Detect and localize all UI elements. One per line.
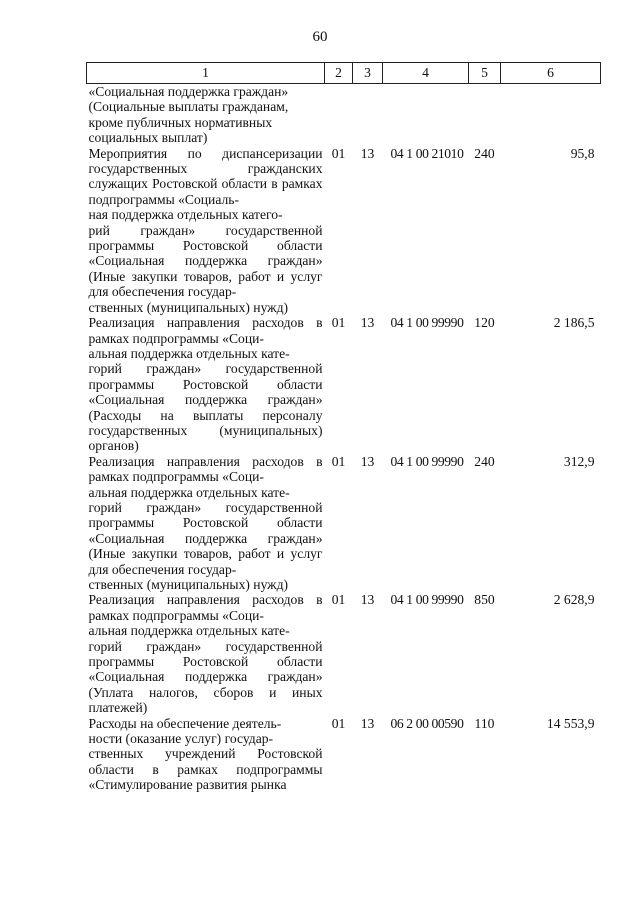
column-header: 5 xyxy=(469,63,501,84)
column-header: 4 xyxy=(383,63,469,84)
row-subsection: 13 xyxy=(360,715,375,731)
table-row xyxy=(87,454,601,593)
row-description: Реализация направления расходов в рамках подпрограммы «Соци- альная поддержка отдельных кате- горий граждан» государственной программы Ростовской области «Социальная поддержка граждан» (Уплата налогов, сборов и иных платежей) xyxy=(88,592,323,716)
table-header xyxy=(87,63,601,84)
table-row xyxy=(87,716,601,793)
row-expense-type: 120 xyxy=(474,315,495,331)
row-subsection: 13 xyxy=(360,453,375,469)
column-header: 6 xyxy=(501,63,601,84)
row-section: 01 xyxy=(331,453,346,469)
row-subsection: 13 xyxy=(360,145,375,161)
row-section: 01 xyxy=(331,315,346,331)
column-header: 2 xyxy=(325,63,353,84)
row-target-code: 04 1 00 99990 xyxy=(390,315,464,331)
row-target-code: 04 1 00 99990 xyxy=(390,592,464,608)
row-section: 01 xyxy=(331,592,346,608)
budget-table xyxy=(86,62,601,793)
row-target-code: 06 2 00 00590 xyxy=(390,715,464,731)
column-header: 3 xyxy=(353,63,383,84)
row-expense-type: 240 xyxy=(474,145,495,161)
page-number: 60 xyxy=(312,29,328,45)
row-target-code: 04 1 00 21010 xyxy=(390,145,464,161)
row-description: Реализация направления расходов в рамках подпрограммы «Соци- альная поддержка отдельных кате- горий граждан» государственной программы Ростовской области «Социальная поддержка граждан» (Расходы на выплаты персоналу государственных (муниципальных) органов) xyxy=(88,315,323,454)
row-amount: 95,8 xyxy=(570,145,595,161)
row-amount: 312,9 xyxy=(563,453,595,469)
row-amount: 14 553,9 xyxy=(546,715,595,731)
table-row xyxy=(87,84,601,146)
column-header: 1 xyxy=(87,63,325,84)
table-row xyxy=(87,315,601,454)
table-row xyxy=(87,592,601,715)
row-expense-type: 110 xyxy=(474,715,495,731)
row-section: 01 xyxy=(331,145,346,161)
row-subsection: 13 xyxy=(360,592,375,608)
row-section: 01 xyxy=(331,715,346,731)
row-description: Реализация направления расходов в рамках подпрограммы «Соци- альная поддержка отдельных кате- горий граждан» государственной программы Ростовской области «Социальная поддержка граждан» (Иные закупки товаров, работ и услуг для обеспечения государ- ственных (муниципальных) нужд) xyxy=(88,453,323,592)
row-expense-type: 850 xyxy=(474,592,495,608)
row-description: Мероприятия по диспансеризации государственных гражданских служащих Ростовской области в рамках подпрограммы «Социаль- ная поддержка отдельных катего- рий граждан» государственной программы Ростовской области «Социальная поддержка граждан» (Иные закупки товаров, работ и услуг для обеспечения государ- ственных (муниципальных) нужд) xyxy=(88,145,323,315)
row-subsection: 13 xyxy=(360,315,375,331)
row-expense-type: 240 xyxy=(474,453,495,469)
row-amount: 2 628,9 xyxy=(553,592,595,608)
table-row xyxy=(87,146,601,315)
row-target-code: 04 1 00 99990 xyxy=(390,453,464,469)
row-amount: 2 186,5 xyxy=(553,315,595,331)
row-description: «Социальная поддержка граждан» (Социальные выплаты гражданам, кроме публичных нормативных социальных выплат) xyxy=(88,84,289,146)
row-description: Расходы на обеспечение деятель- ности (оказание услуг) государ- ственных учреждений Ростовской области в рамках подпрограммы «Стимулирование развития рынка xyxy=(88,715,323,793)
